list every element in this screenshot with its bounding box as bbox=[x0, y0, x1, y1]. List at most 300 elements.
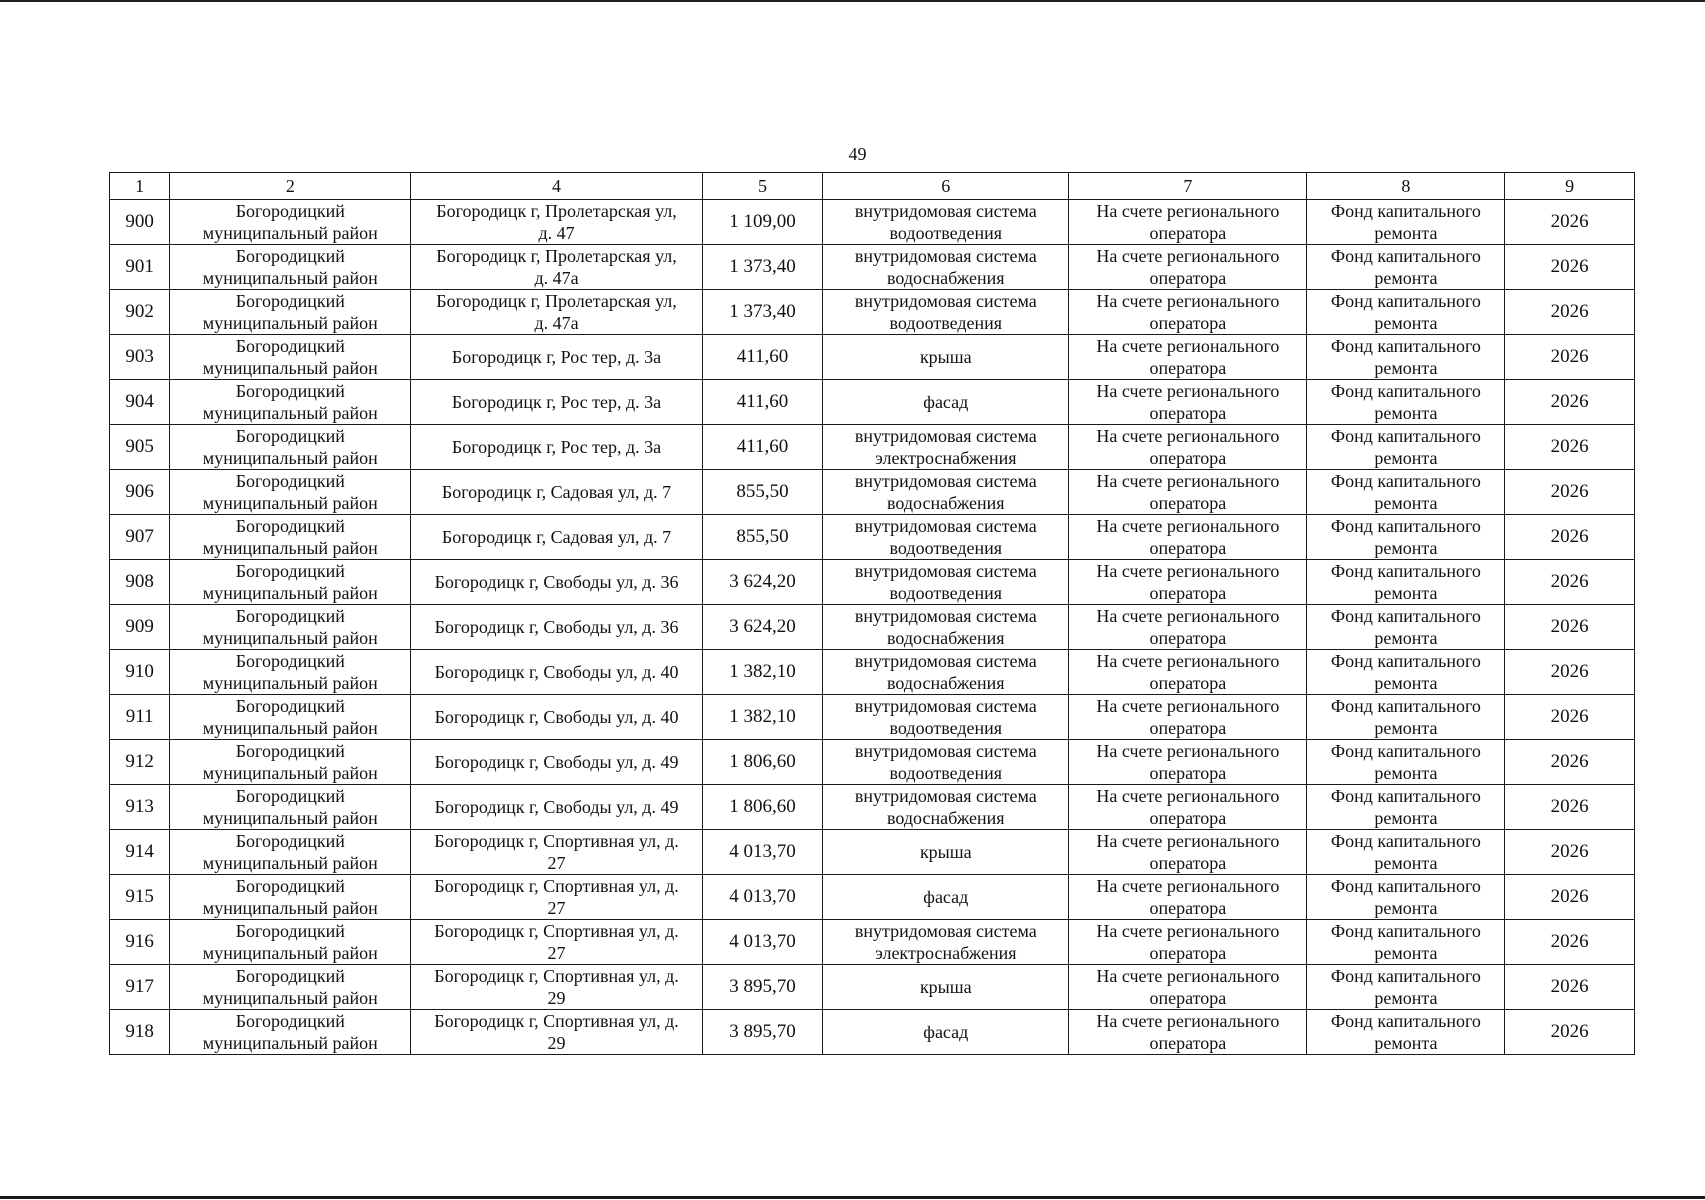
funding-cell bbox=[1307, 290, 1505, 335]
work-type-line-2: водоснабжения bbox=[887, 673, 1005, 693]
account-cell bbox=[1069, 740, 1307, 785]
district-line-1: Богородицкий bbox=[235, 1011, 345, 1031]
funding-cell bbox=[1307, 695, 1505, 740]
year-cell bbox=[1505, 200, 1635, 245]
address-cell bbox=[411, 560, 702, 605]
district-line-1: Богородицкий bbox=[235, 921, 345, 941]
account-line-2: оператора bbox=[1149, 448, 1227, 468]
district-line-2: муниципальный район bbox=[202, 628, 378, 648]
district-cell bbox=[170, 965, 411, 1010]
account-line-1: На счете регионального bbox=[1096, 966, 1280, 986]
district-cell bbox=[170, 875, 411, 920]
district-line-2: муниципальный район bbox=[202, 808, 378, 828]
area-value-line-1: 4 013,70 bbox=[729, 931, 796, 952]
area-value-cell bbox=[702, 290, 823, 335]
funding-cell bbox=[1307, 785, 1505, 830]
funding-line-2: ремонта bbox=[1374, 583, 1438, 603]
row-number-cell bbox=[110, 740, 170, 785]
area-value-line-1: 3 895,70 bbox=[729, 1021, 796, 1042]
funding-line-1: Фонд капитального bbox=[1330, 651, 1481, 671]
row-number-line-1: 906 bbox=[125, 481, 154, 502]
work-type-line-1: внутридомовая система bbox=[854, 471, 1037, 491]
area-value-cell bbox=[702, 470, 823, 515]
funding-cell bbox=[1307, 515, 1505, 560]
funding-cell bbox=[1307, 605, 1505, 650]
funding-line-1: Фонд капитального bbox=[1330, 786, 1481, 806]
district-line-1: Богородицкий bbox=[235, 516, 345, 536]
funding-cell bbox=[1307, 650, 1505, 695]
year-line-1: 2026 bbox=[1550, 931, 1589, 952]
address-line-2: д. 47а bbox=[534, 268, 579, 288]
funding-cell bbox=[1307, 965, 1505, 1010]
funding-line-2: ремонта bbox=[1374, 898, 1438, 918]
area-value-line-1: 3 895,70 bbox=[729, 976, 796, 997]
funding-line-2: ремонта bbox=[1374, 403, 1438, 423]
work-type-cell bbox=[823, 515, 1069, 560]
district-line-2: муниципальный район bbox=[202, 718, 378, 738]
work-type-line-2: водоотведения bbox=[889, 313, 1003, 333]
row-number-line-1: 911 bbox=[125, 706, 154, 727]
address-line-2: д. 47а bbox=[534, 313, 579, 333]
row-number-cell bbox=[110, 335, 170, 380]
work-type-line-1: фасад bbox=[923, 1022, 969, 1042]
district-cell bbox=[170, 380, 411, 425]
funding-line-2: ремонта bbox=[1374, 493, 1438, 513]
funding-line-1: Фонд капитального bbox=[1330, 831, 1481, 851]
district-line-1: Богородицкий bbox=[235, 471, 345, 491]
row-number-line-1: 905 bbox=[125, 436, 154, 457]
work-type-line-1: внутридомовая система bbox=[854, 561, 1037, 581]
account-cell bbox=[1069, 605, 1307, 650]
address-line-1: Богородицк г, Садовая ул, д. 7 bbox=[441, 482, 672, 502]
table-row bbox=[110, 965, 1635, 1010]
address-cell bbox=[411, 695, 702, 740]
work-type-line-1: внутридомовая система bbox=[854, 426, 1037, 446]
table-row bbox=[110, 200, 1635, 245]
work-type-line-1: внутридомовая система bbox=[854, 741, 1037, 761]
address-cell bbox=[411, 875, 702, 920]
work-type-line-1: фасад bbox=[923, 392, 969, 412]
year-cell bbox=[1505, 920, 1635, 965]
year-cell bbox=[1505, 1010, 1635, 1055]
work-type-line-2: электроснабжения bbox=[875, 943, 1017, 963]
row-number-line-1: 912 bbox=[125, 751, 154, 772]
district-cell bbox=[170, 695, 411, 740]
year-line-1: 2026 bbox=[1550, 256, 1589, 277]
district-line-1: Богородицкий bbox=[235, 201, 345, 221]
account-line-2: оператора bbox=[1149, 268, 1227, 288]
address-line-2: 27 bbox=[547, 943, 566, 963]
district-line-1: Богородицкий bbox=[235, 291, 345, 311]
work-type-line-1: крыша bbox=[919, 842, 972, 862]
area-value-cell bbox=[702, 245, 823, 290]
funding-line-2: ремонта bbox=[1374, 943, 1438, 963]
year-line-1: 2026 bbox=[1550, 796, 1589, 817]
work-type-line-2: водоснабжения bbox=[887, 628, 1005, 648]
row-number-cell bbox=[110, 470, 170, 515]
work-type-line-2: водоотведения bbox=[889, 223, 1003, 243]
district-line-1: Богородицкий bbox=[235, 696, 345, 716]
district-line-1: Богородицкий bbox=[235, 786, 345, 806]
district-line-2: муниципальный район bbox=[202, 673, 378, 693]
account-line-1: На счете регионального bbox=[1096, 606, 1280, 626]
district-cell bbox=[170, 785, 411, 830]
table-row bbox=[110, 290, 1635, 335]
district-line-2: муниципальный район bbox=[202, 313, 378, 333]
account-cell bbox=[1069, 560, 1307, 605]
district-line-1: Богородицкий bbox=[235, 606, 345, 626]
funding-cell bbox=[1307, 200, 1505, 245]
account-cell bbox=[1069, 245, 1307, 290]
funding-line-1: Фонд капитального bbox=[1330, 246, 1481, 266]
year-line-1: 2026 bbox=[1550, 886, 1589, 907]
area-value-cell bbox=[702, 965, 823, 1010]
table-body bbox=[110, 200, 1635, 1055]
address-line-1: Богородицк г, Свободы ул, д. 49 bbox=[434, 797, 679, 817]
year-cell bbox=[1505, 515, 1635, 560]
district-line-2: муниципальный район bbox=[202, 943, 378, 963]
work-type-line-1: внутридомовая система bbox=[854, 246, 1037, 266]
account-line-2: оператора bbox=[1149, 358, 1227, 378]
area-value-line-1: 411,60 bbox=[736, 436, 789, 457]
area-value-line-1: 411,60 bbox=[736, 391, 789, 412]
district-line-2: муниципальный район bbox=[202, 493, 378, 513]
account-cell bbox=[1069, 875, 1307, 920]
account-cell bbox=[1069, 650, 1307, 695]
work-type-cell bbox=[823, 920, 1069, 965]
work-type-cell bbox=[823, 200, 1069, 245]
account-line-1: На счете регионального bbox=[1096, 1011, 1280, 1031]
address-cell bbox=[411, 830, 702, 875]
work-type-cell bbox=[823, 965, 1069, 1010]
table-row bbox=[110, 470, 1635, 515]
account-cell bbox=[1069, 965, 1307, 1010]
row-number-cell bbox=[110, 650, 170, 695]
account-cell bbox=[1069, 785, 1307, 830]
funding-line-2: ремонта bbox=[1374, 808, 1438, 828]
year-cell bbox=[1505, 965, 1635, 1010]
work-type-cell bbox=[823, 1010, 1069, 1055]
column-header-5: 5 bbox=[702, 173, 823, 200]
area-value-line-1: 4 013,70 bbox=[729, 841, 796, 862]
area-value-cell bbox=[702, 380, 823, 425]
funding-line-2: ремонта bbox=[1374, 223, 1438, 243]
row-number-cell bbox=[110, 515, 170, 560]
table-row bbox=[110, 875, 1635, 920]
row-number-cell bbox=[110, 200, 170, 245]
funding-line-1: Фонд капитального bbox=[1330, 606, 1481, 626]
account-line-1: На счете регионального bbox=[1096, 516, 1280, 536]
area-value-cell bbox=[702, 695, 823, 740]
row-number-cell bbox=[110, 290, 170, 335]
account-line-2: оператора bbox=[1149, 898, 1227, 918]
district-line-2: муниципальный район bbox=[202, 898, 378, 918]
column-header-9: 9 bbox=[1505, 173, 1635, 200]
district-line-1: Богородицкий bbox=[235, 831, 345, 851]
year-cell bbox=[1505, 830, 1635, 875]
work-type-cell bbox=[823, 650, 1069, 695]
row-number-line-1: 909 bbox=[125, 616, 154, 637]
address-cell bbox=[411, 965, 702, 1010]
area-value-line-1: 1 109,00 bbox=[729, 211, 796, 232]
address-cell bbox=[411, 380, 702, 425]
account-cell bbox=[1069, 515, 1307, 560]
area-value-cell bbox=[702, 560, 823, 605]
area-value-cell bbox=[702, 200, 823, 245]
district-line-1: Богородицкий bbox=[235, 876, 345, 896]
page-number: 49 bbox=[848, 144, 867, 164]
year-cell bbox=[1505, 380, 1635, 425]
account-cell bbox=[1069, 695, 1307, 740]
funding-cell bbox=[1307, 335, 1505, 380]
funding-line-2: ремонта bbox=[1374, 673, 1438, 693]
area-value-cell bbox=[702, 515, 823, 560]
district-line-2: муниципальный район bbox=[202, 853, 378, 873]
account-line-1: На счете регионального bbox=[1096, 741, 1280, 761]
work-type-line-2: водоснабжения bbox=[887, 268, 1005, 288]
row-number-cell bbox=[110, 875, 170, 920]
year-line-1: 2026 bbox=[1550, 841, 1589, 862]
district-line-1: Богородицкий bbox=[235, 381, 345, 401]
address-line-1: Богородицк г, Спортивная ул, д. bbox=[434, 966, 679, 986]
district-cell bbox=[170, 290, 411, 335]
year-cell bbox=[1505, 335, 1635, 380]
funding-line-2: ремонта bbox=[1374, 358, 1438, 378]
account-line-1: На счете регионального bbox=[1096, 831, 1280, 851]
funding-line-2: ремонта bbox=[1374, 628, 1438, 648]
column-number-row bbox=[110, 173, 1635, 200]
district-cell bbox=[170, 245, 411, 290]
row-number-line-1: 900 bbox=[125, 211, 154, 232]
year-line-1: 2026 bbox=[1550, 526, 1589, 547]
district-cell bbox=[170, 830, 411, 875]
area-value-cell bbox=[702, 605, 823, 650]
address-cell bbox=[411, 470, 702, 515]
work-type-cell bbox=[823, 335, 1069, 380]
district-line-2: муниципальный район bbox=[202, 403, 378, 423]
account-line-1: На счете регионального bbox=[1096, 426, 1280, 446]
year-line-1: 2026 bbox=[1550, 436, 1589, 457]
work-type-cell bbox=[823, 560, 1069, 605]
funding-line-2: ремонта bbox=[1374, 1033, 1438, 1053]
district-line-2: муниципальный район bbox=[202, 583, 378, 603]
address-line-1: Богородицк г, Рос тер, д. 3а bbox=[451, 437, 662, 457]
work-type-cell bbox=[823, 695, 1069, 740]
work-type-line-1: крыша bbox=[919, 347, 972, 367]
work-type-line-1: фасад bbox=[923, 887, 969, 907]
account-cell bbox=[1069, 920, 1307, 965]
table-row bbox=[110, 560, 1635, 605]
account-cell bbox=[1069, 830, 1307, 875]
work-type-cell bbox=[823, 290, 1069, 335]
funding-line-2: ремонта bbox=[1374, 718, 1438, 738]
year-line-1: 2026 bbox=[1550, 751, 1589, 772]
district-cell bbox=[170, 560, 411, 605]
area-value-line-1: 1 806,60 bbox=[729, 796, 796, 817]
address-cell bbox=[411, 605, 702, 650]
district-line-1: Богородицкий bbox=[235, 426, 345, 446]
row-number-line-1: 918 bbox=[125, 1021, 154, 1042]
account-line-1: На счете регионального bbox=[1096, 471, 1280, 491]
account-line-2: оператора bbox=[1149, 538, 1227, 558]
account-line-1: На счете регионального bbox=[1096, 246, 1280, 266]
capital-repair-table bbox=[109, 172, 1635, 1055]
table-row bbox=[110, 425, 1635, 470]
row-number-cell bbox=[110, 425, 170, 470]
address-line-1: Богородицк г, Свободы ул, д. 40 bbox=[434, 662, 679, 682]
account-line-1: На счете регионального bbox=[1096, 876, 1280, 896]
row-number-cell bbox=[110, 245, 170, 290]
account-line-2: оператора bbox=[1149, 1033, 1227, 1053]
district-line-2: муниципальный район bbox=[202, 988, 378, 1008]
address-line-1: Богородицк г, Спортивная ул, д. bbox=[434, 831, 679, 851]
year-cell bbox=[1505, 785, 1635, 830]
year-line-1: 2026 bbox=[1550, 346, 1589, 367]
address-line-1: Богородицк г, Рос тер, д. 3а bbox=[451, 392, 662, 412]
account-line-2: оператора bbox=[1149, 988, 1227, 1008]
funding-line-1: Фонд капитального bbox=[1330, 696, 1481, 716]
year-cell bbox=[1505, 740, 1635, 785]
area-value-line-1: 1 373,40 bbox=[729, 301, 796, 322]
row-number-cell bbox=[110, 785, 170, 830]
district-line-2: муниципальный район bbox=[202, 538, 378, 558]
area-value-cell bbox=[702, 425, 823, 470]
work-type-cell bbox=[823, 605, 1069, 650]
district-cell bbox=[170, 200, 411, 245]
address-line-1: Богородицк г, Спортивная ул, д. bbox=[434, 921, 679, 941]
row-number-cell bbox=[110, 605, 170, 650]
year-cell bbox=[1505, 650, 1635, 695]
account-line-1: На счете регионального bbox=[1096, 921, 1280, 941]
table-header bbox=[110, 173, 1635, 200]
funding-cell bbox=[1307, 245, 1505, 290]
area-value-cell bbox=[702, 1010, 823, 1055]
work-type-line-1: внутридомовая система bbox=[854, 606, 1037, 626]
work-type-cell bbox=[823, 830, 1069, 875]
address-cell bbox=[411, 425, 702, 470]
funding-cell bbox=[1307, 425, 1505, 470]
address-line-1: Богородицк г, Пролетарская ул, bbox=[436, 246, 677, 266]
work-type-line-1: крыша bbox=[919, 977, 972, 997]
table-row bbox=[110, 695, 1635, 740]
work-type-line-1: внутридомовая система bbox=[854, 696, 1037, 716]
area-value-line-1: 855,50 bbox=[736, 481, 789, 502]
funding-line-1: Фонд капитального bbox=[1330, 1011, 1481, 1031]
funding-line-1: Фонд капитального bbox=[1330, 426, 1481, 446]
account-cell bbox=[1069, 470, 1307, 515]
area-value-line-1: 3 624,20 bbox=[729, 571, 796, 592]
row-number-cell bbox=[110, 965, 170, 1010]
district-cell bbox=[170, 515, 411, 560]
district-line-1: Богородицкий bbox=[235, 966, 345, 986]
funding-line-1: Фонд капитального bbox=[1330, 201, 1481, 221]
scan-edge-top bbox=[0, 0, 1705, 2]
area-value-cell bbox=[702, 335, 823, 380]
work-type-cell bbox=[823, 875, 1069, 920]
work-type-line-1: внутридомовая система bbox=[854, 291, 1037, 311]
funding-line-1: Фонд капитального bbox=[1330, 516, 1481, 536]
district-line-1: Богородицкий bbox=[235, 741, 345, 761]
year-line-1: 2026 bbox=[1550, 301, 1589, 322]
district-line-2: муниципальный район bbox=[202, 448, 378, 468]
funding-line-1: Фонд капитального bbox=[1330, 336, 1481, 356]
work-type-line-1: внутридомовая система bbox=[854, 921, 1037, 941]
district-cell bbox=[170, 650, 411, 695]
address-cell bbox=[411, 335, 702, 380]
account-cell bbox=[1069, 380, 1307, 425]
work-type-line-2: водоотведения bbox=[889, 538, 1003, 558]
funding-cell bbox=[1307, 380, 1505, 425]
row-number-line-1: 904 bbox=[125, 391, 154, 412]
year-cell bbox=[1505, 470, 1635, 515]
column-header-4: 4 bbox=[411, 173, 702, 200]
column-header-8: 8 bbox=[1307, 173, 1505, 200]
district-cell bbox=[170, 605, 411, 650]
address-cell bbox=[411, 785, 702, 830]
address-cell bbox=[411, 740, 702, 785]
account-line-2: оператора bbox=[1149, 808, 1227, 828]
account-line-1: На счете регионального bbox=[1096, 651, 1280, 671]
table-row bbox=[110, 515, 1635, 560]
row-number-line-1: 916 bbox=[125, 931, 154, 952]
area-value-cell bbox=[702, 875, 823, 920]
funding-line-1: Фонд капитального bbox=[1330, 291, 1481, 311]
account-line-1: На счете регионального bbox=[1096, 381, 1280, 401]
row-number-line-1: 907 bbox=[125, 526, 154, 547]
district-cell bbox=[170, 740, 411, 785]
district-cell bbox=[170, 470, 411, 515]
account-line-1: На счете регионального bbox=[1096, 786, 1280, 806]
district-line-2: муниципальный район bbox=[202, 763, 378, 783]
address-cell bbox=[411, 650, 702, 695]
address-cell bbox=[411, 1010, 702, 1055]
work-type-line-1: внутридомовая система bbox=[854, 651, 1037, 671]
work-type-line-2: электроснабжения bbox=[875, 448, 1017, 468]
account-line-1: На счете регионального bbox=[1096, 561, 1280, 581]
account-line-1: На счете регионального bbox=[1096, 201, 1280, 221]
district-line-2: муниципальный район bbox=[202, 223, 378, 243]
year-cell bbox=[1505, 425, 1635, 470]
area-value-line-1: 1 373,40 bbox=[729, 256, 796, 277]
area-value-line-1: 4 013,70 bbox=[729, 886, 796, 907]
area-value-line-1: 855,50 bbox=[736, 526, 789, 547]
address-cell bbox=[411, 245, 702, 290]
account-cell bbox=[1069, 200, 1307, 245]
row-number-cell bbox=[110, 695, 170, 740]
account-cell bbox=[1069, 290, 1307, 335]
area-value-line-1: 1 382,10 bbox=[729, 706, 796, 727]
area-value-line-1: 1 382,10 bbox=[729, 661, 796, 682]
year-line-1: 2026 bbox=[1550, 661, 1589, 682]
address-line-2: 29 bbox=[547, 1033, 566, 1053]
year-line-1: 2026 bbox=[1550, 976, 1589, 997]
account-line-2: оператора bbox=[1149, 718, 1227, 738]
address-cell bbox=[411, 920, 702, 965]
row-number-cell bbox=[110, 920, 170, 965]
area-value-line-1: 411,60 bbox=[736, 346, 789, 367]
account-line-1: На счете регионального bbox=[1096, 336, 1280, 356]
district-line-2: муниципальный район bbox=[202, 268, 378, 288]
account-line-2: оператора bbox=[1149, 313, 1227, 333]
work-type-cell bbox=[823, 785, 1069, 830]
funding-cell bbox=[1307, 875, 1505, 920]
funding-cell bbox=[1307, 830, 1505, 875]
row-number-line-1: 901 bbox=[125, 256, 154, 277]
scan-edge-bottom bbox=[0, 1196, 1705, 1199]
address-line-1: Богородицк г, Пролетарская ул, bbox=[436, 201, 677, 221]
year-line-1: 2026 bbox=[1550, 571, 1589, 592]
row-number-line-1: 908 bbox=[125, 571, 154, 592]
